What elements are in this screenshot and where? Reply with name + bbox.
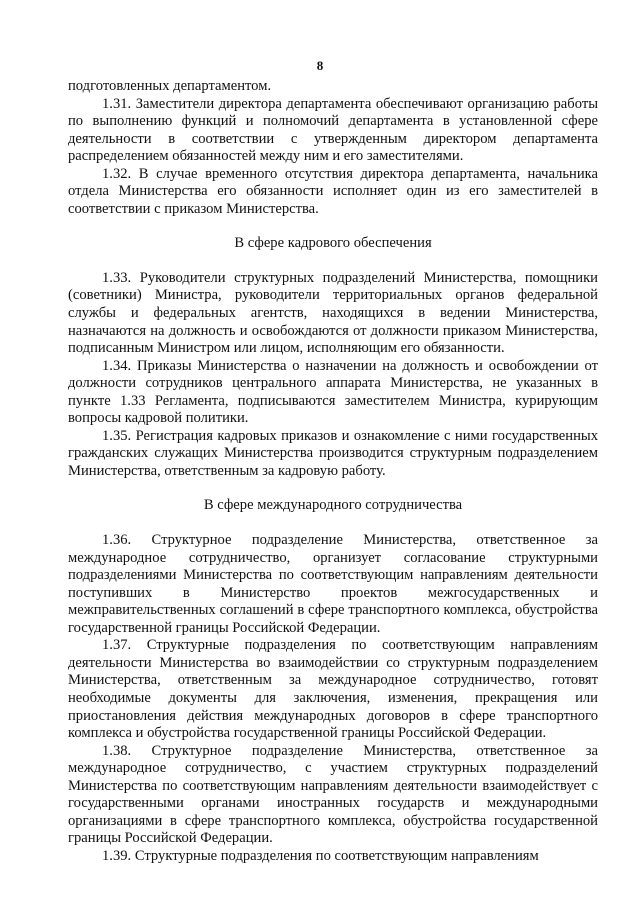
paragraph-1-36: 1.36. Структурное подразделение Министерства, ответственное за международное сотрудничество, организует согласование структурными подразделениями Министерства по соответствующим направлениям деятельности поступивших в Министерство проектов межгосударственных и межправительственных соглашений в сфере транспортного комплекса, обустройства государственной границы Российской Федерации.	[68, 532, 598, 636]
paragraph-1-37: 1.37. Структурные подразделения по соответствующим направлениям деятельности Министерства во взаимодействии со структурным подразделением Министерства, ответственным за международное сотрудничество, готовят необходимые документы для заключения, изменения, прекращения или приостановления действия международных договоров в сфере транспортного комплекса и обустройства государственной границы Российской Федерации.	[68, 637, 598, 742]
paragraph-1-33: 1.33. Руководители структурных подразделений Министерства, помощники (советники) Министра, руководители территориальных органов федеральной службы и федеральных агентств, находящихся в ведении Министерства, назначаются на должность и освобождаются от должности приказом Министерства, подписанным Министром или лицом, исполняющим его обязанности.	[68, 269, 598, 357]
paragraph-1-32: 1.32. В случае временного отсутствия директора департамента, начальника отдела Министерства его обязанности исполняет один из его заместителей в соответствии с приказом Министерства.	[68, 165, 598, 217]
paragraph-1-35: 1.35. Регистрация кадровых приказов и ознакомление с ними государственных гражданских служащих Министерства производится структурным подразделением Министерства, ответственным за кадровую работу.	[68, 427, 598, 479]
page-number: 8	[316, 58, 324, 73]
paragraph-1-38: 1.38. Структурное подразделение Министерства, ответственное за международное сотрудничество, с участием структурных подразделений Министерства по соответствующим направлениям деятельности взаимодействует с государственными органами иностранных государств и международными организациями в сфере транспортного комплекса, обустройства государственной границы Российской Федерации.	[68, 742, 598, 847]
paragraph-1-34: 1.34. Приказы Министерства о назначении на должность и освобождении от должности сотрудников центрального аппарата Министерства, не указанных в пункте 1.33 Регламента, подписываются заместителем Министра, курирующим вопросы кадровой политики.	[68, 357, 598, 427]
document-body	[68, 78, 598, 865]
section-heading-international: В сфере международного сотрудничества	[203, 497, 463, 514]
paragraph-1-31: 1.31. Заместители директора департамента обеспечивают организацию работы по выполнению функций и полномочий департамента в установленной сфере деятельности в соответствии с утвержденным директором департамента распределением обязанностей между ним и его заместителями.	[68, 95, 598, 165]
paragraph-1-39: 1.39. Структурные подразделения по соответствующим направлениям	[102, 847, 539, 864]
paragraph-continuation: подготовленных департаментом.	[68, 78, 272, 94]
section-heading-hr: В сфере кадрового обеспечения	[234, 235, 432, 252]
